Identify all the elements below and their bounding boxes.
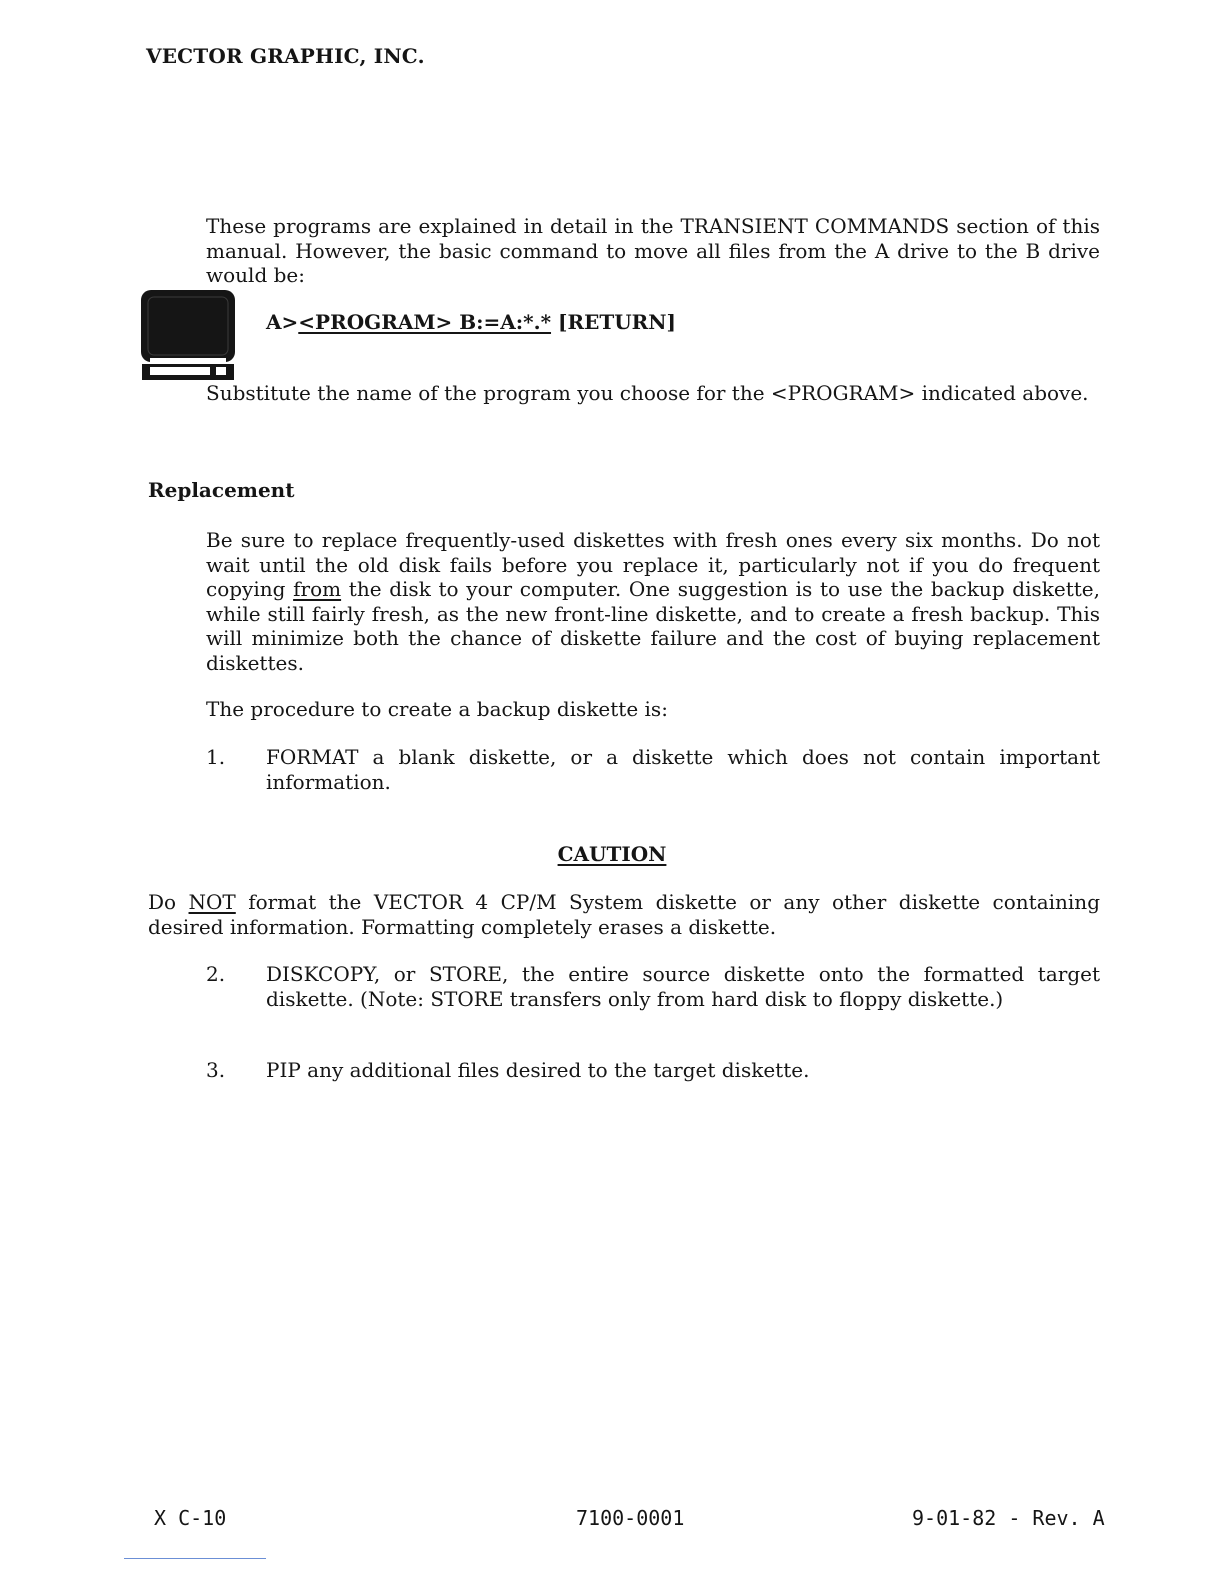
footer-page-number: X C-10 bbox=[154, 1506, 227, 1530]
command-prompt: A> bbox=[266, 310, 299, 334]
command-example bbox=[266, 310, 676, 334]
caution-text-1: Do bbox=[148, 890, 189, 914]
replacement-paragraph bbox=[206, 528, 1100, 675]
caution-paragraph bbox=[148, 890, 1100, 939]
step-text: DISKCOPY, or STORE, the entire source diskette onto the formatted target diskette. (Note: STORE transfers only from hard disk to floppy diskette.) bbox=[266, 962, 1100, 1011]
step-text: FORMAT a blank diskette, or a diskette which does not contain important information. bbox=[266, 745, 1100, 794]
replacement-emphasis: from bbox=[293, 577, 342, 601]
caution-emphasis: NOT bbox=[188, 890, 236, 914]
footer-doc-number: 7100-0001 bbox=[576, 1506, 685, 1530]
intro-paragraph: These programs are explained in detail in the TRANSIENT COMMANDS section of this manual. However, the basic command to move all files from the A drive to the B drive would be: bbox=[206, 214, 1100, 287]
replacement-heading: Replacement bbox=[148, 478, 295, 502]
company-header: VECTOR GRAPHIC, INC. bbox=[146, 44, 425, 68]
caution-title: CAUTION bbox=[557, 842, 667, 866]
replacement-text-1: Be sure to replace frequently-used diskettes with fresh ones every six months. Do not wait until the old disk fails before you replace it, particularly not if you do frequent copying bbox=[206, 528, 1100, 601]
substitute-paragraph: Substitute the name of the program you choose for the <PROGRAM> indicated above. bbox=[206, 381, 1089, 405]
command-return: [RETURN] bbox=[551, 310, 677, 334]
step-number: 3. bbox=[206, 1058, 226, 1082]
procedure-intro: The procedure to create a backup diskette is: bbox=[206, 697, 668, 721]
footer-revision: 9-01-82 - Rev. A bbox=[912, 1506, 1105, 1530]
step-text: PIP any additional files desired to the target diskette. bbox=[266, 1058, 810, 1082]
step-number: 2. bbox=[206, 962, 226, 986]
caution-text-2: format the VECTOR 4 CP/M System diskette or any other diskette containing desired information. Formatting completely erases a diskette. bbox=[148, 890, 1100, 939]
divider bbox=[124, 1558, 266, 1559]
replacement-text-2: the disk to your computer. One suggestion is to use the backup diskette, while still fairly fresh, as the new front-line diskette, and to create a fresh backup. This will minimize both the chance of diskette failure and the cost of buying replacement diskettes. bbox=[206, 577, 1100, 675]
command-program: <PROGRAM> B:=A:*.* bbox=[298, 310, 552, 334]
terminal-icon bbox=[138, 288, 242, 384]
step-number: 1. bbox=[206, 745, 226, 769]
